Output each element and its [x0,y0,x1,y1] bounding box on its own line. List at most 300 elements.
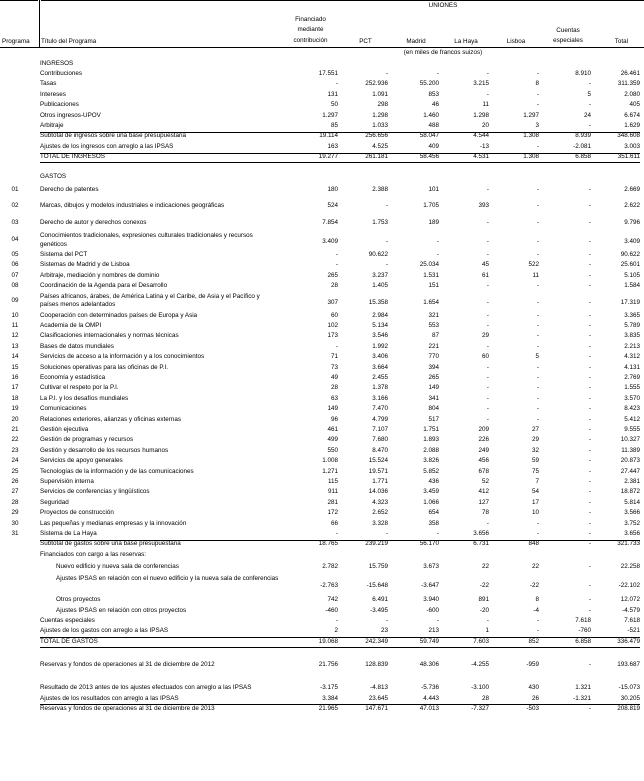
table-row [0,111,644,121]
value-hague: - [486,363,489,371]
value-hague: -22 [479,582,489,590]
row-label: Derecho de patentes [40,185,99,193]
table-row [0,132,644,142]
table-row [0,704,644,714]
value-pct: - [385,202,388,210]
value-lisbon: 7 [535,478,539,486]
table-row [0,271,644,281]
value-hague: 29 [481,332,489,340]
value-madrid: - [436,251,439,259]
value-special: - [588,446,591,454]
value-madrid: 55.200 [419,80,439,88]
value-financed: 281 [327,498,338,506]
value-lisbon: 1.308 [523,153,539,161]
value-lisbon: - [536,202,539,210]
madrid-column-header: Madrid [406,38,426,45]
value-total: 2.769 [624,374,640,382]
value-lisbon: 522 [528,261,539,269]
row-label: Ajustes de los resultados con arreglo a las IPSAS [40,694,179,702]
section-heading: INGRESOS [40,59,74,67]
table-row [0,90,644,100]
value-financed: - [335,80,338,88]
row-label: Servicios de acceso a la información y a los conocimientos [40,353,205,361]
value-lisbon: 1.297 [523,111,539,119]
table-row [0,405,644,415]
value-pct: 4.323 [372,498,388,506]
value-hague: - [486,251,489,259]
value-lisbon: - [536,251,539,259]
value-hague: 3.656 [473,530,489,538]
value-financed: 115 [327,478,338,486]
value-total: 5.105 [624,271,640,279]
row-label: Las pequeñas y medianas empresas y la innovación [40,519,187,527]
table-row [0,332,644,342]
program-code: 13 [11,342,19,350]
row-label: Reservas y fondos de operaciones al 31 de diciembre de 2012 [40,661,215,669]
table-row [0,311,644,321]
value-lisbon: - [536,322,539,330]
value-pct: 2.388 [372,185,388,193]
table-row [0,142,644,152]
table-row [0,446,644,456]
value-total: 3.409 [624,238,640,246]
row-label: Nuevo edificio y nueva sala de conferencias [56,562,179,570]
value-madrid: 358 [428,519,439,527]
table-row [0,101,644,111]
value-pct: 15.524 [368,457,388,465]
value-lisbon: - [536,238,539,246]
value-total: 30.205 [620,694,640,702]
value-lisbon: - [536,70,539,78]
value-hague: 52 [481,478,489,486]
value-lisbon: - [536,530,539,538]
value-madrid: 213 [428,627,439,635]
program-code: 25 [11,467,19,475]
value-madrid: - [436,238,439,246]
value-pct: 23.645 [368,694,388,702]
value-madrid: 1.066 [423,498,439,506]
value-lisbon: 430 [528,684,539,692]
value-hague: - [486,238,489,246]
value-madrid: 1.531 [423,271,439,279]
table-row [0,373,644,383]
table-row [0,415,644,425]
value-hague: 3.215 [473,80,489,88]
table-row [0,529,644,539]
value-special: - [588,519,591,527]
table-row [0,657,644,675]
table-row [0,457,644,467]
value-pct: -15.648 [366,582,388,590]
special-accounts-header-line1: Cuentas [556,27,580,34]
value-total: 208.819 [617,705,640,713]
value-pct: 3.664 [372,363,388,371]
value-madrid: 56.170 [419,540,439,548]
value-total: 351.611 [617,153,640,161]
value-total: 1.555 [624,384,640,392]
value-financed: 21.756 [318,661,338,669]
value-special: - [588,332,591,340]
value-total: 20.873 [620,457,640,465]
value-total: 11.389 [621,446,640,454]
value-special: -760 [578,627,591,635]
value-financed: 18.765 [318,540,338,548]
value-financed: - [335,530,338,538]
value-total: 3.003 [624,142,640,150]
header-top-rule-left [0,0,38,1]
value-hague: 393 [478,202,489,210]
row-label: Gestión y desarrollo de los recursos humanos [40,446,169,454]
value-financed: 19.277 [318,153,338,161]
program-code: 23 [11,446,19,454]
value-special: - [588,661,591,669]
value-lisbon: 26 [531,694,539,702]
value-hague: - [486,384,489,392]
value-total: 3.365 [624,311,640,319]
value-pct: 256.656 [365,132,388,140]
value-special: - [588,582,591,590]
value-hague: - [486,394,489,402]
value-lisbon: - [536,384,539,392]
value-special: - [588,282,591,290]
value-total: 3.656 [624,530,640,538]
value-total: 193.687 [617,661,640,669]
program-code: 20 [11,415,19,423]
value-madrid: -5.736 [421,684,439,692]
row-label: Cooperación con determinados países de Europa y Asia [40,311,198,319]
value-special: - [588,530,591,538]
table-row [0,121,644,131]
value-pct: - [385,238,388,246]
value-special: 5 [587,90,591,98]
value-pct: -3.495 [370,606,388,614]
value-hague: 45 [481,261,489,269]
value-total: 4.312 [624,353,640,361]
value-hague: - [486,282,489,290]
value-pct: 147.671 [365,705,388,713]
table-row [0,488,644,498]
value-lisbon: 17 [531,498,539,506]
value-madrid: 46 [431,101,439,109]
value-pct: 252.936 [365,80,388,88]
value-financed: 3.384 [322,694,338,702]
program-code: 06 [11,261,19,269]
value-total: 2.080 [624,90,640,98]
value-financed: 550 [327,446,338,454]
value-total: 3.566 [624,509,640,517]
value-total: 5.814 [624,498,640,506]
row-label: TOTAL DE GASTOS [40,637,98,645]
table-row [0,694,644,704]
row-label: Academia de la OMPI [40,322,102,330]
value-madrid: 436 [428,478,439,486]
value-madrid: 5.852 [423,467,439,475]
value-lisbon: - [536,90,539,98]
header-top-rule-right [41,0,644,1]
value-special: - [588,202,591,210]
value-financed: 71 [330,353,338,361]
value-special: - [588,218,591,226]
value-madrid: 3.826 [423,457,439,465]
value-special: - [588,488,591,496]
value-financed: - [335,342,338,350]
value-special: - [588,363,591,371]
value-pct: 3.166 [372,394,388,402]
table-row [0,540,644,550]
value-lisbon: - [536,363,539,371]
value-hague: 209 [478,426,489,434]
table-row [0,394,644,404]
row-label: Gestión de programas y recursos [40,436,134,444]
row-label: Arbitraje [40,122,64,130]
value-financed: 307 [327,299,338,306]
value-financed: 163 [327,142,338,150]
value-madrid: 654 [428,509,439,517]
table-row [0,215,644,231]
value-madrid: -3.647 [421,582,439,590]
unions-group-label: UNIONES [428,2,458,9]
table-row [0,509,644,519]
value-lisbon: - [536,282,539,290]
value-pct: 1.033 [372,122,388,130]
value-financed: 63 [330,394,338,402]
value-total: 7.618 [624,617,640,625]
value-madrid: 2.088 [423,446,439,454]
value-madrid: 517 [428,415,439,423]
value-lisbon: - [536,394,539,402]
row-label: Reservas y fondos de operaciones al 31 de diciembre de 2013 [40,705,215,713]
table-row [0,637,644,647]
value-madrid: 149 [428,384,439,392]
value-pct: 15.358 [368,299,388,306]
value-lisbon: - [536,101,539,109]
row-label: Ajustes de los gastos con arreglo a las IPSAS [40,627,169,635]
row-label: Relaciones exteriores, alianzas y oficinas externas [40,415,182,423]
value-madrid: 1.893 [423,436,439,444]
value-pct: 14.036 [368,488,388,496]
section-heading-row [0,172,644,182]
financed-header-line2: mediante [297,26,324,33]
value-madrid: 101 [428,185,439,193]
program-code: 08 [11,282,19,290]
value-financed: - [335,261,338,269]
value-pct: 3.237 [372,271,388,279]
table-row [0,477,644,487]
program-code: 21 [11,426,19,434]
value-special: - [588,596,591,604]
value-lisbon: 8 [535,80,539,88]
value-hague: - [486,405,489,413]
value-lisbon: - [536,374,539,382]
value-hague: - [486,311,489,319]
value-financed: - [335,617,338,625]
value-hague: - [486,90,489,98]
value-lisbon: 852 [528,637,539,645]
value-lisbon: 10 [531,509,539,517]
value-hague: 226 [478,436,489,444]
row-label: Servicios de conferencias y lingüísticos [40,488,150,496]
table-row [0,198,644,215]
value-total: 5.789 [624,322,640,330]
value-madrid: 321 [428,311,439,319]
table-row [0,561,644,574]
value-special: - [588,80,591,88]
table-row [0,261,644,271]
table-row [0,363,644,373]
program-code: 05 [11,251,19,259]
value-lisbon: - [536,142,539,150]
value-pct: 7.107 [372,426,388,434]
program-code: 03 [11,218,19,226]
program-code: 09 [11,297,19,304]
value-lisbon: 5 [535,353,539,361]
value-special: 8.910 [575,70,591,78]
value-lisbon: 32 [531,446,539,454]
value-pct: 3.406 [372,353,388,361]
value-hague: - [486,299,489,306]
value-special: 6.858 [575,637,591,645]
value-total: 2.622 [624,202,640,210]
value-hague: 249 [478,446,489,454]
value-lisbon: -959 [526,661,539,669]
value-pct: 2.455 [372,374,388,382]
value-pct: - [385,530,388,538]
value-hague: 60 [481,353,489,361]
row-label: Servicios de apoyo generales [40,457,123,465]
table-row [0,153,644,163]
table-row [0,69,644,79]
value-total: 26.461 [620,70,640,78]
value-financed: 461 [327,426,338,434]
row-label: Coordinación de la Agenda para el Desarrollo [40,282,168,290]
value-pct: 1.771 [372,478,388,486]
value-lisbon: -22 [529,582,539,590]
table-row [0,519,644,529]
table-row [0,436,644,446]
value-hague: -20 [479,606,489,614]
value-total: 1.629 [624,122,640,130]
value-madrid: - [436,617,439,625]
table-row [0,384,644,394]
value-madrid: 151 [428,282,439,290]
value-financed: 149 [327,405,338,413]
row-label: Marcas, dibujos y modelos industriales e indicaciones geográficas [40,202,225,210]
value-madrid: 87 [431,332,439,340]
value-hague: 4.544 [473,132,489,140]
value-special: - [588,606,591,614]
value-madrid: 1.705 [423,202,439,210]
value-lisbon: - [536,299,539,306]
value-financed: 17.551 [318,70,338,78]
table-row [0,292,644,311]
value-pct: 8.470 [372,446,388,454]
value-madrid: 409 [428,142,439,150]
value-total: -521 [627,627,640,635]
value-total: 311.359 [617,80,640,88]
value-special: - [588,384,591,392]
table-row [0,80,644,90]
value-special: - [588,436,591,444]
value-hague: 456 [478,457,489,465]
value-lisbon: 848 [528,540,539,548]
value-hague: 11 [482,101,489,109]
value-total: 2.213 [624,342,640,350]
value-special: - [588,185,591,193]
value-lisbon: 59 [531,457,539,465]
value-total: 9.555 [624,426,640,434]
table-row [0,282,644,292]
value-madrid: 488 [428,122,439,130]
value-madrid: 58.456 [419,153,439,161]
value-financed: 49 [330,374,338,382]
value-pct: 1.992 [372,342,388,350]
value-pct: 5.134 [372,322,388,330]
units-note: (en miles de francos suizos) [403,49,483,56]
value-pct: - [385,261,388,269]
row-label: Otros proyectos [56,596,101,604]
table-row [0,231,644,250]
program-code: 07 [11,271,19,279]
value-pct: 261.181 [365,153,388,161]
row-label: Bases de datos mundiales [40,342,114,350]
value-hague: - [486,374,489,382]
program-code: 14 [11,353,19,361]
value-total: 2.669 [624,185,640,193]
value-pct: 128.839 [365,661,388,669]
value-pct: - [385,70,388,78]
value-madrid: 221 [428,342,439,350]
value-lisbon: - [536,185,539,193]
value-madrid: 3.940 [423,596,439,604]
value-special: - [588,705,591,713]
value-special: - [588,299,591,306]
financed-header-line1: Financiado [295,16,326,23]
program-code: 16 [11,374,19,382]
value-madrid: 341 [428,394,439,402]
value-financed: 131 [327,90,338,98]
value-special: - [588,498,591,506]
value-lisbon: 75 [531,467,539,475]
value-hague: 61 [481,271,489,279]
row-label: Subtotal de gastos sobre una base presupuestaria [40,540,181,548]
value-lisbon: 27 [531,426,539,434]
table-row [0,182,644,198]
program-code: 29 [11,509,19,517]
program-code: 11 [11,322,19,330]
value-hague: 127 [478,498,489,506]
value-hague: 4.531 [473,153,489,161]
row-label: Contribuciones [40,70,83,78]
value-hague: -7.327 [471,705,489,713]
table-row [0,596,644,606]
program-code: 26 [11,478,19,486]
value-pct: 3.328 [372,519,388,527]
row-label: Economía y estadística [40,374,106,382]
row-rule-bottom [40,162,640,163]
value-lisbon: - [536,342,539,350]
value-pct: - [385,617,388,625]
value-lisbon: - [536,627,539,635]
section-heading: GASTOS [40,172,67,180]
program-code: 01 [11,185,19,193]
value-financed: 73 [330,363,338,371]
value-madrid: - [436,530,439,538]
value-special: 24 [583,111,591,119]
table-row [0,606,644,616]
value-financed: 28 [330,384,338,392]
value-total: 12.072 [620,596,640,604]
value-madrid: 1.460 [423,111,439,119]
